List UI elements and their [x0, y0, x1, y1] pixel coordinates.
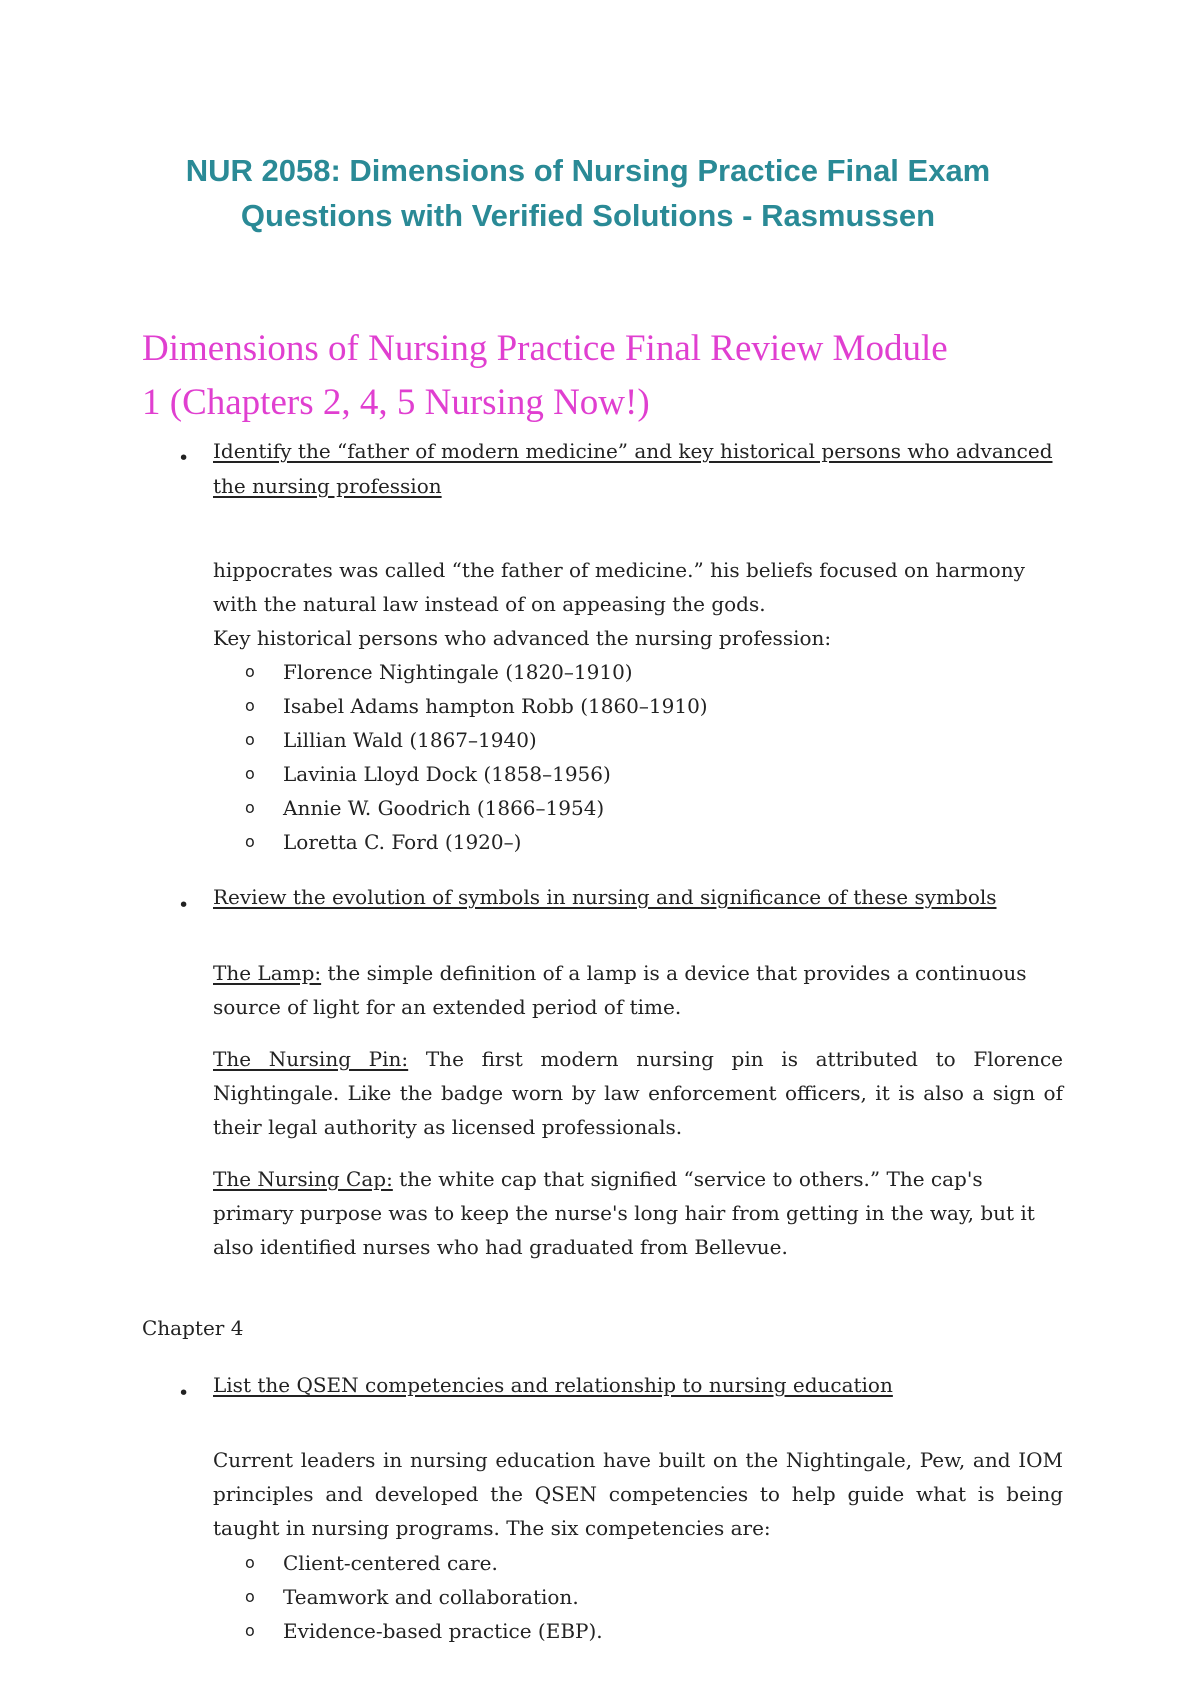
- module-heading-line-1: Dimensions of Nursing Practice Final Review Module: [142, 328, 948, 369]
- symbol-description: The first modern nursing pin is attributed to Florence Nightingale. Like the badge worn by law enforcement officers, it is also a sign of their legal authority as licensed professionals.: [213, 1047, 1063, 1139]
- sub-bullet-icon: o: [245, 696, 255, 715]
- competencies-list: [245, 1546, 603, 1648]
- person-name: Lillian Wald (1867–1940): [283, 728, 537, 752]
- list-item: [245, 825, 708, 859]
- module-heading: [142, 322, 1082, 430]
- symbol-description: the white cap that signified “service to others.” The cap's primary purpose was to keep the nurse's long hair from getting in the way, but it also identified nurses who had graduated from Bellevue.: [213, 1167, 1035, 1259]
- module-heading-line-2: 1 (Chapters 2, 4, 5 Nursing Now!): [142, 382, 650, 423]
- symbol-term: The Nursing Pin:: [213, 1047, 409, 1071]
- list-item: [245, 1614, 603, 1648]
- sub-bullet-icon: o: [245, 832, 255, 851]
- bullet-1: •: [178, 447, 190, 469]
- symbol-nursing-pin: [213, 1042, 1063, 1144]
- list-item: [245, 1546, 603, 1580]
- section2-heading: Review the evolution of symbols in nursing and significance of these symbols: [213, 885, 997, 909]
- section3-paragraph: Current leaders in nursing education have built on the Nightingale, Pew, and IOM principles and developed the QSEN competencies to help guide what is being taught in nursing programs. The six competencies are:: [213, 1448, 1063, 1540]
- sub-bullet-icon: o: [245, 1553, 255, 1572]
- sub-bullet-icon: o: [245, 1587, 255, 1606]
- bullet-3: •: [178, 1382, 190, 1404]
- section1-heading-line-1: Identify the “father of modern medicine” and key historical persons who advanced: [213, 439, 1053, 463]
- competency: Evidence-based practice (EBP).: [283, 1619, 603, 1643]
- persons-list: [245, 655, 708, 859]
- sub-bullet-icon: o: [245, 662, 255, 681]
- section1-heading-line-2: the nursing profession: [213, 474, 442, 498]
- document-title-line-2: Questions with Verified Solutions - Rasmussen: [240, 198, 936, 233]
- person-name: Annie W. Goodrich (1866–1954): [283, 796, 605, 820]
- competency: Client-centered care.: [283, 1551, 498, 1575]
- document-title: [0, 148, 1176, 238]
- chapter-label: Chapter 4: [142, 1316, 244, 1340]
- person-name: Lavinia Lloyd Dock (1858–1956): [283, 762, 611, 786]
- symbol-term: The Lamp:: [213, 961, 322, 985]
- symbol-lamp: [213, 956, 1063, 1024]
- sub-bullet-icon: o: [245, 764, 255, 783]
- bullet-2: •: [178, 894, 190, 916]
- person-name: Loretta C. Ford (1920–): [283, 830, 522, 854]
- list-item: [245, 1580, 603, 1614]
- symbol-nursing-cap: [213, 1162, 1063, 1264]
- list-item: [245, 655, 708, 689]
- symbol-term: The Nursing Cap:: [213, 1167, 393, 1191]
- competency: Teamwork and collaboration.: [283, 1585, 579, 1609]
- list-item: [245, 723, 708, 757]
- section1-paragraph: hippocrates was called “the father of medicine.” his beliefs focused on harmony with the natural law instead of on appeasing the gods.: [213, 558, 1025, 616]
- section1-list-intro: Key historical persons who advanced the nursing profession:: [213, 626, 832, 650]
- list-item: [245, 791, 708, 825]
- symbol-description: the simple definition of a lamp is a device that provides a continuous source of light for an extended period of time.: [213, 961, 1027, 1019]
- document-title-line-1: NUR 2058: Dimensions of Nursing Practice Final Exam: [185, 153, 991, 188]
- list-item: [245, 757, 708, 791]
- list-item: [245, 689, 708, 723]
- sub-bullet-icon: o: [245, 798, 255, 817]
- person-name: Florence Nightingale (1820–1910): [283, 660, 633, 684]
- sub-bullet-icon: o: [245, 1621, 255, 1640]
- sub-bullet-icon: o: [245, 730, 255, 749]
- person-name: Isabel Adams hampton Robb (1860–1910): [283, 694, 708, 718]
- section1-heading: [213, 434, 1063, 504]
- section3-heading: List the QSEN competencies and relationship to nursing education: [213, 1373, 893, 1397]
